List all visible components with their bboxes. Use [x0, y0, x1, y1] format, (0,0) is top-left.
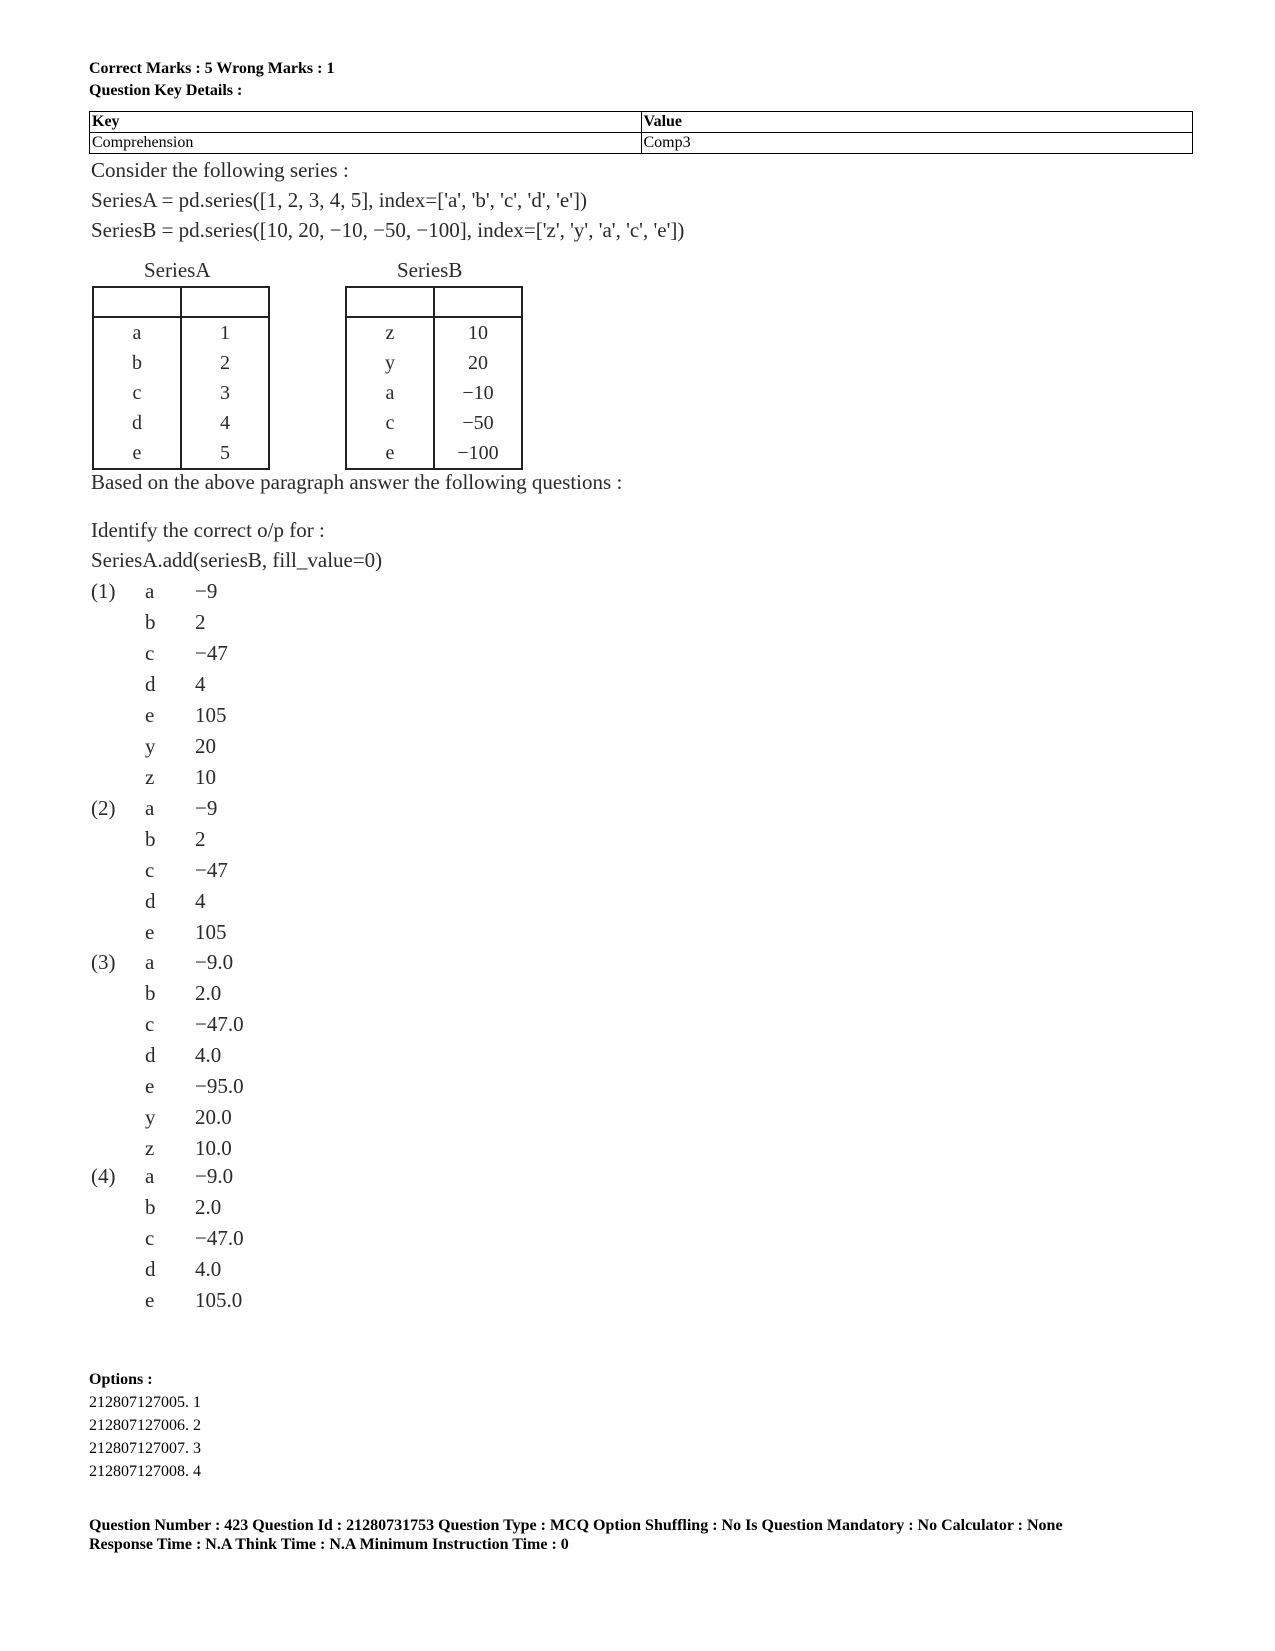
options-label: Options :: [89, 1371, 153, 1388]
question-footer: [89, 1516, 1063, 1554]
option-item: 212807127006. 2: [89, 1417, 201, 1434]
series-b-table: [345, 286, 523, 470]
footer-line-2: Response Time : N.A Think Time : N.A Minimum Instruction Time : 0: [89, 1536, 569, 1553]
option-item: 212807127005. 1: [89, 1394, 201, 1411]
series-a-title: SeriesA: [144, 258, 211, 282]
series-b-values: 10 20 −10 −50 −100: [434, 317, 522, 469]
series-a-values: 1 2 3 4 5: [181, 317, 269, 469]
series-b-index: z y a c e: [346, 317, 434, 469]
series-a-table: [92, 286, 270, 470]
passage-intro: Consider the following series :: [91, 158, 349, 182]
table-header-row: [90, 112, 1193, 133]
option-item: 212807127008. 4: [89, 1463, 201, 1480]
code-series-a: SeriesA = pd.series([1, 2, 3, 4, 5], index=['a', 'b', 'c', 'd', 'e']): [91, 188, 587, 212]
question-scan: Consider the following series : SeriesA = pd.series([1, 2, 3, 4, 5], index=['a', 'b', 'c', 'd', 'e']) SeriesB = pd.series([10, 20, −10, −50, −100], index=['z', 'y', 'a', 'c', 'e']) SeriesA SeriesB a b c d e 1 2 3 4 5 z y a c e 10 20 −10 −50 −100 Based on the above paragraph answer the following questions : Identify the correct o/p for : SeriesA.add(seriesB, fill_value=0) (1) a −9 b 2 c −47 d 4 e 105 y 20 z 10 (2) a −9 b 2 c −47 d 4 e 105 (3) a −9.0 b 2.0 c −47.0 d 4.0 e −95.0 y 20.0 z 10.0 (4) a −9.0 b 2.0 c −47.0 d 4.0 e 105.0: [91, 158, 685, 1312]
series-a-index: a b c d e: [93, 317, 181, 469]
table-row: [90, 133, 1193, 154]
question-prompt: Identify the correct o/p for :: [91, 518, 325, 542]
passage-instruction: Based on the above paragraph answer the following questions :: [91, 470, 623, 494]
table-header-key: Key: [90, 112, 642, 133]
table-cell-value: Comp3: [641, 133, 1193, 154]
table-cell-key: Comprehension: [90, 133, 642, 154]
question-key-table: [89, 111, 1193, 154]
key-details-label: Question Key Details :: [89, 82, 243, 99]
option-item: 212807127007. 3: [89, 1440, 201, 1457]
code-series-b: SeriesB = pd.series([10, 20, −10, −50, −100], index=['z', 'y', 'a', 'c', 'e']): [91, 218, 685, 242]
table-header-value: Value: [641, 112, 1193, 133]
footer-line-1: Question Number : 423 Question Id : 21280731753 Question Type : MCQ Option Shuffling : No Is Question Mandatory : No Calculator : None: [89, 1517, 1063, 1534]
question-code: SeriesA.add(seriesB, fill_value=0): [91, 548, 383, 572]
marks-line: Correct Marks : 5 Wrong Marks : 1: [89, 60, 335, 77]
series-b-title: SeriesB: [397, 258, 463, 282]
